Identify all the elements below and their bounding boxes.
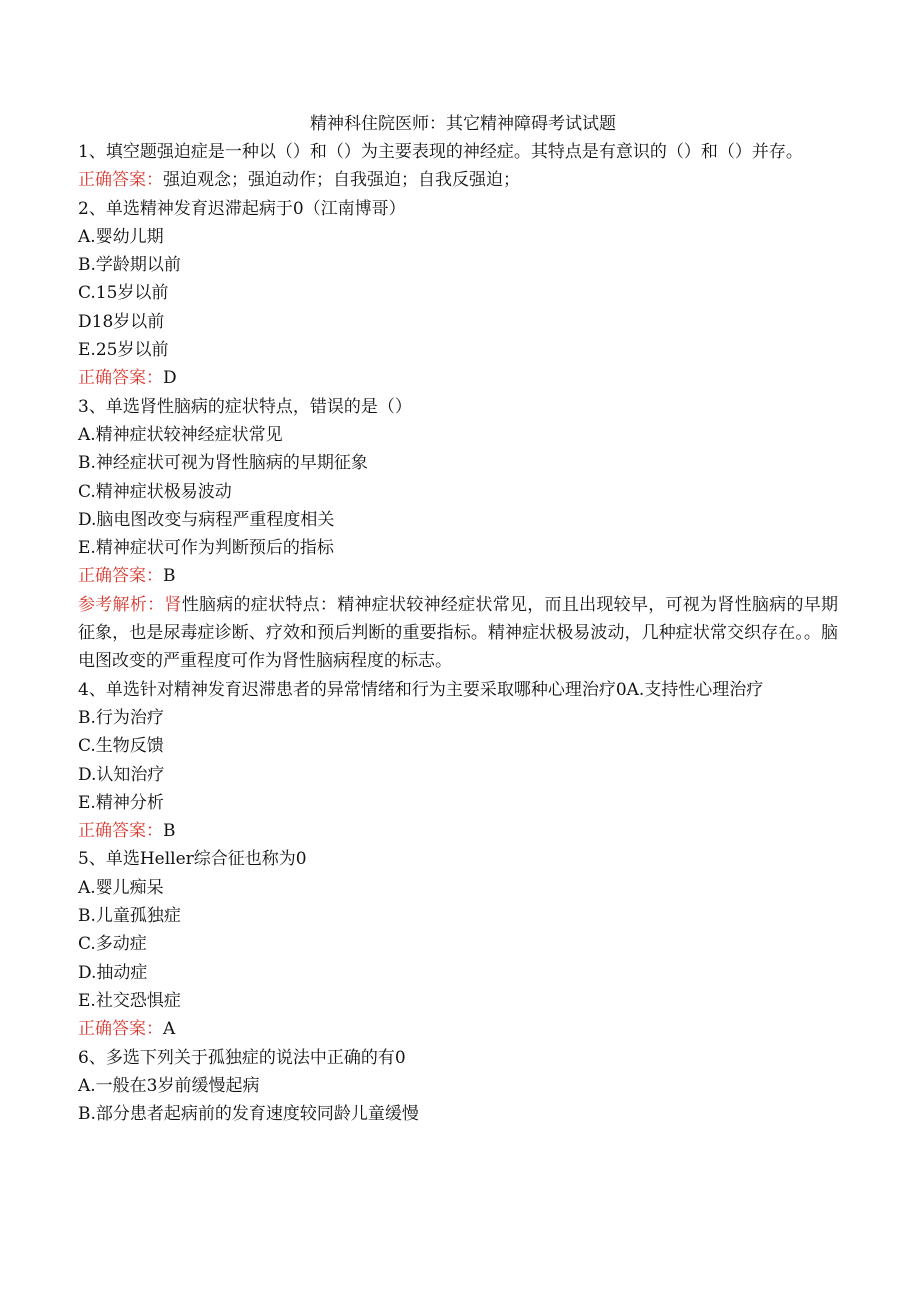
- option-d: D18岁以前: [78, 311, 165, 332]
- analysis-label: 参考解析：: [78, 594, 165, 615]
- question-2-answer: [78, 364, 838, 392]
- option-e: E.社交恐惧症: [78, 990, 181, 1011]
- option-b: B.行为治疗: [78, 707, 164, 728]
- question-3-analysis: [78, 591, 838, 676]
- option-a: A.婴幼儿期: [78, 226, 164, 247]
- question-5-answer: [78, 1015, 838, 1043]
- option-d: D.认知治疗: [78, 764, 165, 785]
- answer-value: A: [163, 1019, 176, 1040]
- option-e: E.精神分析: [78, 792, 164, 813]
- question-2-text: 2、单选精神发育迟滞起病于0（江南博哥）: [78, 198, 406, 219]
- answer-value: D: [163, 368, 177, 389]
- question-1-text: 1、填空题强迫症是一种以（）和（）为主要表现的神经症。其特点是有意识的（）和（）并存。: [78, 142, 803, 162]
- document-page: [78, 110, 838, 1128]
- question-2: [78, 195, 838, 393]
- analysis-text: 性脑病的症状特点：精神症状较神经症状常见，而且出现较早，可视为肾性脑病的早期征象，也是尿毒症诊断、疗效和预后判断的重要指标。精神症状极易波动，几种症状常交织存在。。脑电图改变的严重程度可作为肾性脑病程度的标志。: [78, 594, 839, 672]
- option-d: D.抽动症: [78, 962, 148, 983]
- answer-label: 正确答案：: [78, 566, 163, 587]
- question-4-answer: [78, 817, 838, 845]
- question-3: [78, 393, 838, 676]
- option-c: C.15岁以前: [78, 283, 169, 304]
- question-6-text: 6、多选下列关于孤独症的说法中正确的有0: [78, 1047, 406, 1068]
- question-3-answer: [78, 562, 838, 590]
- answer-value: 强迫观念；强迫动作；自我强迫；自我反强迫；: [163, 170, 520, 191]
- answer-label: 正确答案：: [78, 170, 163, 191]
- document-title: 精神科住院医师：其它精神障碍考试试题: [310, 114, 616, 134]
- question-5-text: 5、单选Heller综合征也称为0: [78, 849, 307, 870]
- option-e: E.精神症状可作为判断预后的指标: [78, 538, 334, 559]
- question-6: [78, 1044, 838, 1129]
- option-b: B.部分患者起病前的发育速度较同龄儿童缓慢: [78, 1104, 419, 1125]
- answer-label: 正确答案：: [78, 821, 163, 842]
- answer-value: B: [163, 821, 176, 842]
- answer-label: 正确答案：: [78, 368, 163, 389]
- option-c: C.精神症状极易波动: [78, 481, 232, 502]
- option-c: C.生物反馈: [78, 736, 164, 757]
- analysis-first-char: 肾: [164, 594, 182, 615]
- option-b: B.神经症状可视为肾性脑病的早期征象: [78, 453, 368, 474]
- option-e: E.25岁以前: [78, 340, 169, 361]
- answer-label: 正确答案：: [78, 1019, 163, 1040]
- question-4: [78, 676, 838, 846]
- question-3-text: 3、单选肾性脑病的症状特点，错误的是（）: [78, 396, 412, 417]
- question-4-text: 4、单选针对精神发育迟滞患者的异常情绪和行为主要采取哪种心理治疗0A.支持性心理治疗: [78, 679, 764, 700]
- option-b: B.儿童孤独症: [78, 906, 181, 927]
- question-1-answer: [78, 166, 838, 194]
- option-a: A.精神症状较神经症状常见: [78, 424, 283, 445]
- question-5: [78, 845, 838, 1043]
- answer-value: B: [163, 566, 176, 587]
- option-c: C.多动症: [78, 934, 147, 955]
- option-d: D.脑电图改变与病程严重程度相关: [78, 509, 335, 530]
- option-a: A.一般在3岁前缓慢起病: [78, 1075, 260, 1096]
- option-b: B.学龄期以前: [78, 255, 181, 276]
- option-a: A.婴儿痴呆: [78, 877, 164, 898]
- question-1: [78, 138, 838, 195]
